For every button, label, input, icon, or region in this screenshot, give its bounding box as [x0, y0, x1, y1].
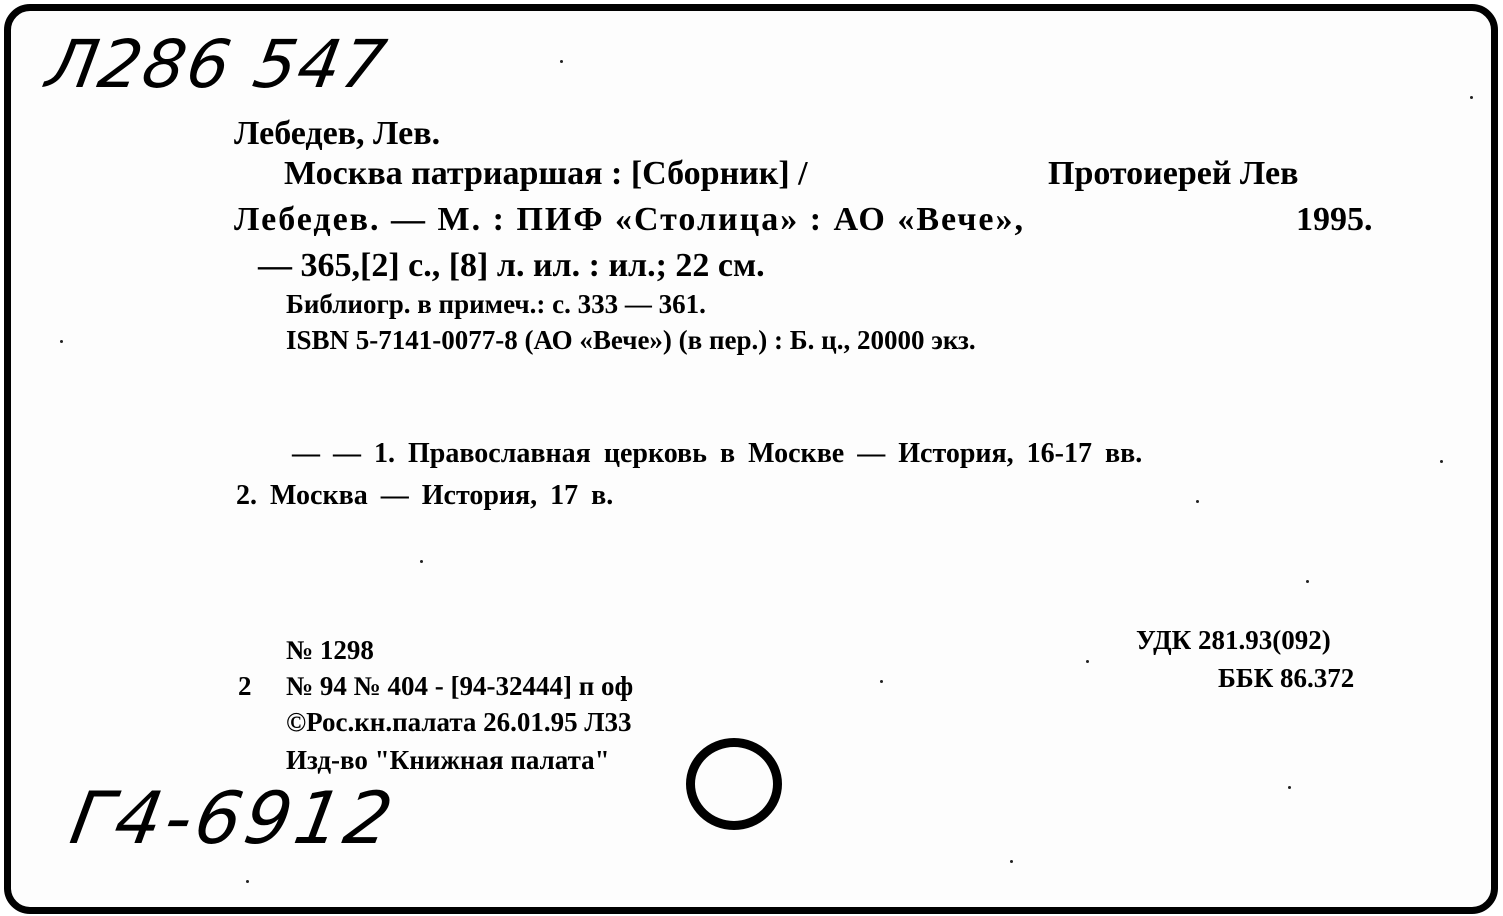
speck: [1306, 580, 1309, 583]
subject-line-2: 2. Москва — История, 17 в.: [236, 480, 614, 511]
speck: [1010, 860, 1013, 863]
speck: [1086, 660, 1089, 663]
physical-description: — 365,[2] с., [8] л. ил. : ил.; 22 см.: [258, 247, 765, 284]
handwritten-call-number: Л286 547: [41, 26, 394, 103]
ink-stamp-circle: [686, 738, 782, 830]
speck: [1196, 500, 1199, 503]
bibliography-note: Библиогр. в примеч.: с. 333 — 361.: [286, 289, 706, 319]
isbn-line: ISBN 5-7141-0077-8 (АО «Вече») (в пер.) : Б. ц., 20000 экз.: [286, 325, 976, 355]
publisher-line: Изд-во "Книжная палата": [286, 745, 610, 775]
bbk-code: ББК 86.372: [1218, 663, 1355, 693]
speck: [60, 340, 63, 343]
udk-code: УДК 281.93(092): [1136, 625, 1331, 655]
author-heading: Лебедев, Лев.: [234, 115, 441, 152]
speck: [420, 560, 423, 563]
subject-line-1: — — 1. Православная церковь в Москве — История, 16-17 вв.: [292, 438, 1143, 469]
speck: [246, 880, 249, 883]
title-line-2b: 1995.: [1296, 201, 1373, 238]
card-number: № 1298: [286, 635, 374, 665]
speck: [1440, 460, 1443, 463]
title-line-1b: Протоиерей Лев: [1048, 155, 1299, 192]
speck: [1288, 786, 1291, 789]
speck: [880, 680, 883, 683]
title-line-2a: Лебедев. — М. : ПИФ «Столица» : АО «Вече»,: [234, 201, 1026, 238]
order-codes: № 94 № 404 - [94-32444] п оф: [286, 671, 634, 701]
handwritten-inventory-number: Г4-6912: [64, 776, 403, 860]
copies-digit: 2: [238, 671, 252, 701]
speck: [1470, 96, 1473, 99]
book-chamber-line: ©Рос.кн.палата 26.01.95 Л33: [286, 707, 632, 737]
title-line-1a: Москва патриаршая : [Сборник] /: [284, 155, 808, 192]
speck: [560, 60, 563, 63]
